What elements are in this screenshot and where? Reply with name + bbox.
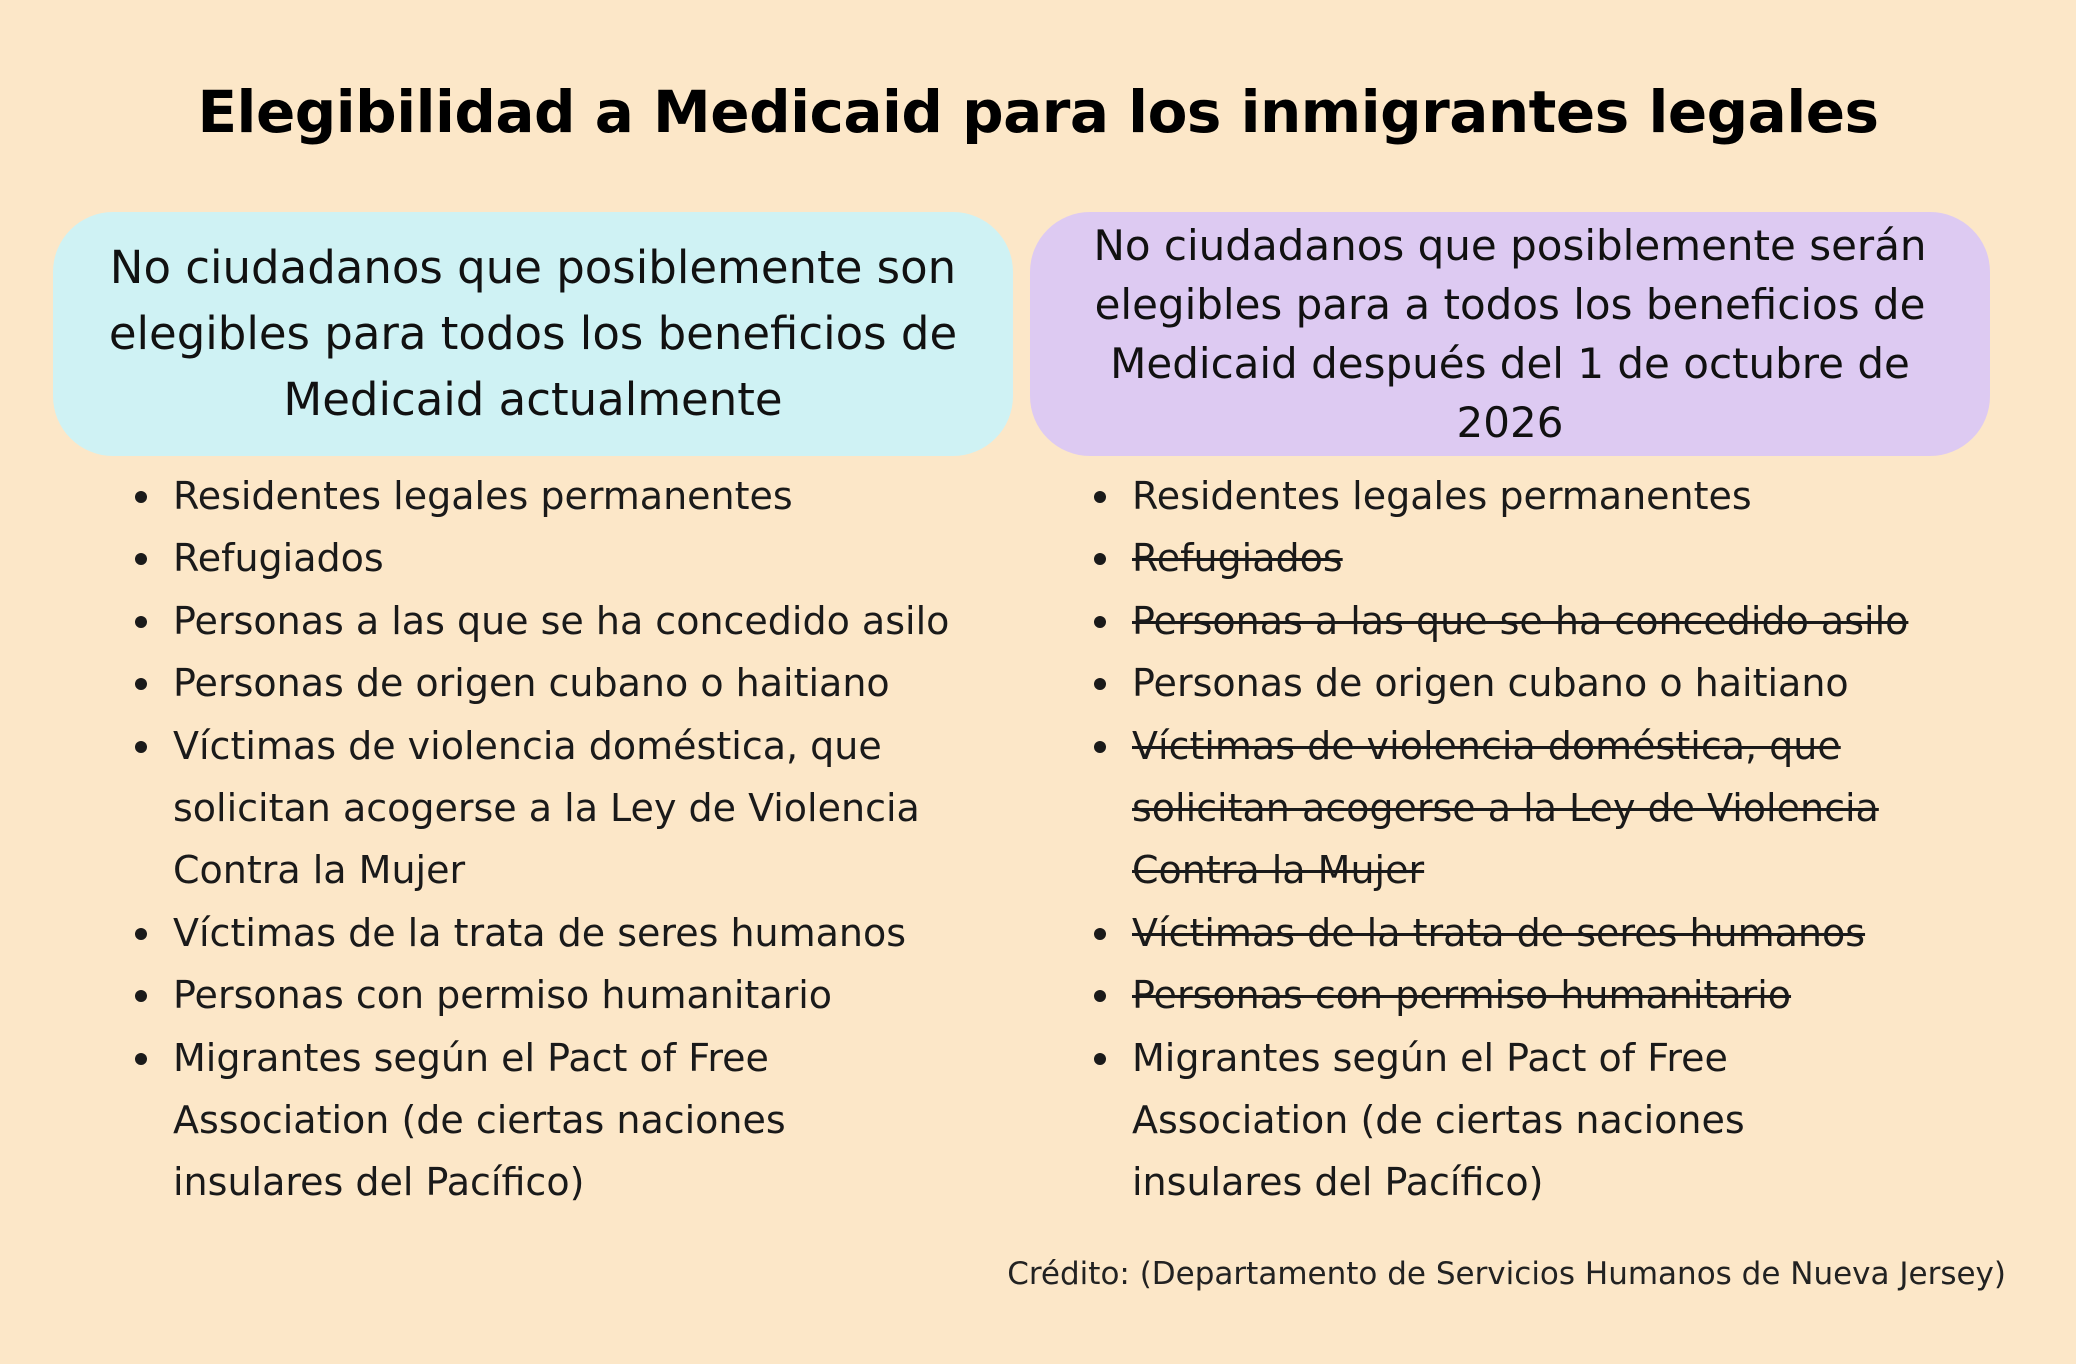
credit-note: Crédito: (Departamento de Servicios Humanos de Nueva Jersey)	[1007, 1256, 2006, 1292]
current-eligibility-list	[173, 465, 1073, 1214]
list-item: Residentes legales permanentes	[173, 465, 1073, 527]
list-item: Víctimas de violencia doméstica, que solicitan acogerse a la Ley de Violencia Contra la Mujer	[173, 715, 933, 902]
future-eligibility-header	[1030, 212, 1990, 456]
list-item: Refugiados	[173, 527, 1073, 589]
current-eligibility-header	[53, 212, 1013, 456]
list-item: Personas a las que se ha concedido asilo	[1132, 590, 2032, 652]
list-item: Víctimas de la trata de seres humanos	[173, 902, 1073, 964]
list-item: Víctimas de violencia doméstica, que solicitan acogerse a la Ley de Violencia Contra la Mujer	[1132, 715, 1912, 902]
future-eligibility-list	[1132, 465, 2032, 1214]
list-item: Refugiados	[1132, 527, 2032, 589]
list-item: Personas de origen cubano o haitiano	[173, 652, 1073, 714]
page-title: Elegibilidad a Medicaid para los inmigrantes legales	[197, 78, 1879, 146]
list-item: Personas con permiso humanitario	[1132, 964, 2032, 1026]
list-item: Residentes legales permanentes	[1132, 465, 2032, 527]
list-item: Víctimas de la trata de seres humanos	[1132, 902, 2032, 964]
column-future-eligibility	[1030, 212, 1990, 1205]
list-item: Migrantes según el Pact of Free Association (de ciertas naciones insulares del Pacífico)	[1132, 1027, 1792, 1214]
current-eligibility-header-text: No ciudadanos que posiblemente son elegibles para todos los beneficios de Medicaid actualmente	[108, 241, 958, 426]
list-item: Personas con permiso humanitario	[173, 964, 1073, 1026]
future-eligibility-header-text: No ciudadanos que posiblemente serán elegibles para a todos los beneficios de Medicaid después del 1 de octubre de 2026	[1093, 221, 1927, 447]
list-item: Personas de origen cubano o haitiano	[1132, 652, 2032, 714]
column-current-eligibility	[53, 212, 1013, 1205]
list-item: Migrantes según el Pact of Free Association (de ciertas naciones insulares del Pacífico)	[173, 1027, 833, 1214]
list-item: Personas a las que se ha concedido asilo	[173, 590, 1073, 652]
